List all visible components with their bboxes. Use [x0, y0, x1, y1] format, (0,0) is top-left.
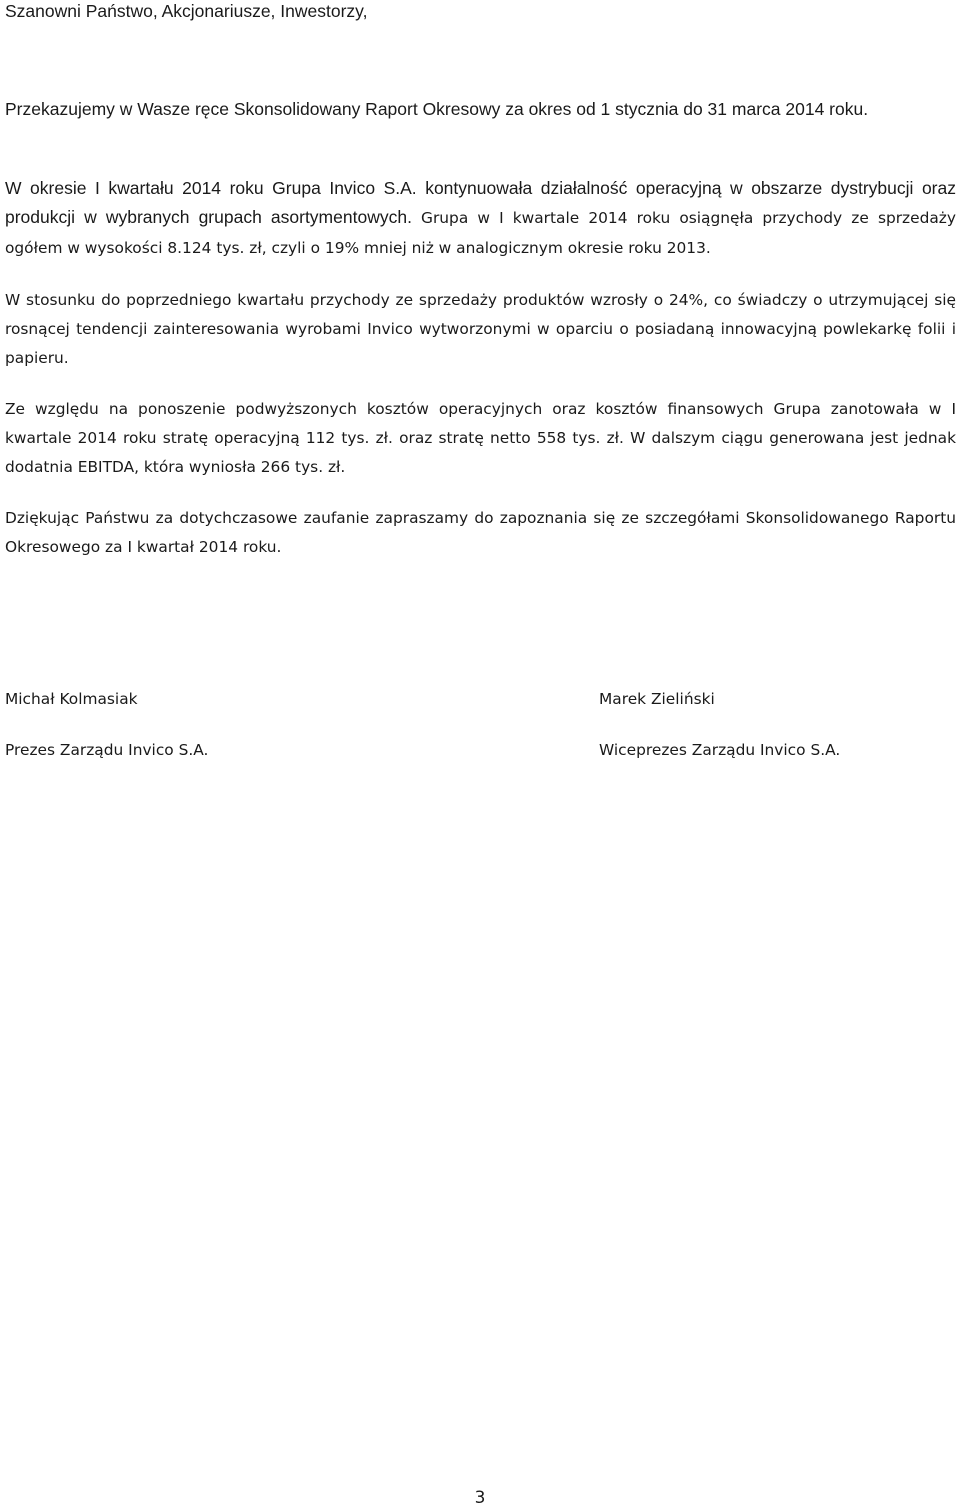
signature-name-president: Michał Kolmasiak: [5, 690, 138, 708]
paragraph-financial-results: Ze względu na ponoszenie podwyższonych kosztów operacyjnych oraz kosztów finansowych Grupa zanotowała w I kwartale 2014 roku stratę operacyjną 112 tys. zł. oraz stratę netto 558 tys. zł. W dalszym ciągu generowana jest jednak dodatnia EBITDA, która wyniosła 266 tys. zł.: [5, 400, 956, 476]
signature-title-president: Prezes Zarządu Invico S.A.: [5, 741, 209, 759]
paragraph-revenue-growth: W stosunku do poprzedniego kwartału przychody ze sprzedaży produktów wzrosły o 24%, co świadczy o utrzymującej się rosnącej tendencji zainteresowania wyrobami Invico wytworzonymi w oparciu o posiadaną innowacyjną powlekarkę folii i papieru.: [5, 291, 956, 367]
paragraph-operations-part2: Grupa w I kwartale 2014 roku osiągnęła przychody ze sprzedaży ogółem w wysokości 8.124 tys. zł, czyli o 19% mniej niż w analogicznym okresie roku 2013.: [5, 209, 956, 257]
paragraph-operations-part1: W okresie I kwartału 2014 roku Grupa Invico S.A. kontynuowała działalność operacyjną w obszarze dystrybucji oraz produkcji w wybranych grupach asortymentowych.: [5, 178, 956, 227]
page-number: 3: [474, 1488, 486, 1508]
paragraph-closing: Dziękując Państwu za dotychczasowe zaufanie zapraszamy do zapoznania się ze szczegółami Skonsolidowanego Raportu Okresowego za I kwartał 2014 roku.: [5, 509, 956, 556]
paragraph-intro: Przekazujemy w Wasze ręce Skonsolidowany Raport Okresowy za okres od 1 stycznia do 31 marca 2014 roku.: [5, 99, 869, 119]
paragraph-operations: [5, 174, 956, 263]
signature-name-vice-president: Marek Zieliński: [599, 690, 715, 708]
greeting: Szanowni Państwo, Akcjonariusze, Inwestorzy,: [5, 1, 368, 21]
signature-title-vice-president: Wiceprezes Zarządu Invico S.A.: [599, 741, 841, 759]
